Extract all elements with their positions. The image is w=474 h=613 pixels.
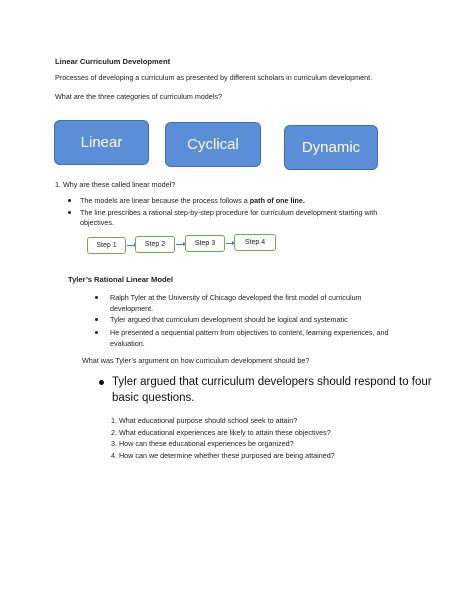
basic-question-4: 4. How can we determine whether these purposed are being attained? [111, 451, 335, 460]
tyler-bullet-1: Ralph Tyler at the University of Chicago developed the first model of curriculum [110, 293, 362, 302]
model-box-dynamic: Dynamic [284, 125, 378, 170]
bullet-line-prescribes: The line prescribes a rational step-by-step procedure for curriculum development starting with [80, 208, 378, 217]
tyler-bullet-3: He presented a sequential pattern from objectives to content, learning experiences, and [110, 328, 389, 337]
tyler-bullet-2: Tyler argued that curriculum development should be logical and systematic [110, 315, 348, 324]
step-4-box: Step 4 [234, 234, 276, 251]
bullet-dot-icon [68, 199, 71, 202]
tyler-bullet-1-cont: development. [110, 304, 154, 313]
bullet-linear-path-bold: path of one line. [249, 196, 305, 205]
arrow-icon [127, 245, 134, 246]
question-linear: 1. Why are these called linear model? [55, 180, 176, 189]
argument-question: What was Tyler’s argument on how curriculum development should be? [82, 356, 310, 365]
bullet-dot-icon [95, 296, 98, 299]
model-box-linear: Linear [54, 120, 149, 165]
bullet-dot-icon [68, 211, 71, 214]
bullet-dot-icon [95, 331, 98, 334]
categories-question: What are the three categories of curriculum models? [55, 92, 222, 101]
big-bullet-dot-icon [99, 380, 104, 385]
bullet-dot-icon [95, 318, 98, 321]
basic-question-3: 3. How can these educational experiences be organized? [111, 439, 294, 448]
step-1-box: Step 1 [87, 237, 126, 254]
bullet-linear-path-text: The models are linear because the process follows a [80, 196, 250, 205]
model-box-cyclical: Cyclical [165, 122, 261, 167]
basic-question-2: 2. What educational experiences are likely to attain these objectives? [111, 428, 331, 437]
step-3-box: Step 3 [185, 235, 225, 252]
arrow-icon [176, 244, 183, 245]
step-2-box: Step 2 [135, 236, 175, 253]
tyler-bullet-3-cont: evaluation. [110, 339, 145, 348]
page-title: Linear Curriculum Development [55, 57, 171, 66]
basic-question-1: 1. What educational purpose should school seek to attain? [111, 416, 298, 425]
big-bullet-line-1: Tyler argued that curriculum developers should respond to four [112, 376, 432, 388]
bullet-linear-path [80, 196, 305, 205]
big-bullet-line-2: basic questions. [112, 392, 195, 404]
tyler-heading: Tyler’s Rational Linear Model [68, 275, 173, 284]
bullet-line-prescribes-cont: objectives. [80, 218, 114, 227]
intro-text: Processes of developing a curriculum as presented by different scholars in curriculum development. [55, 73, 373, 82]
arrow-icon [226, 243, 232, 244]
